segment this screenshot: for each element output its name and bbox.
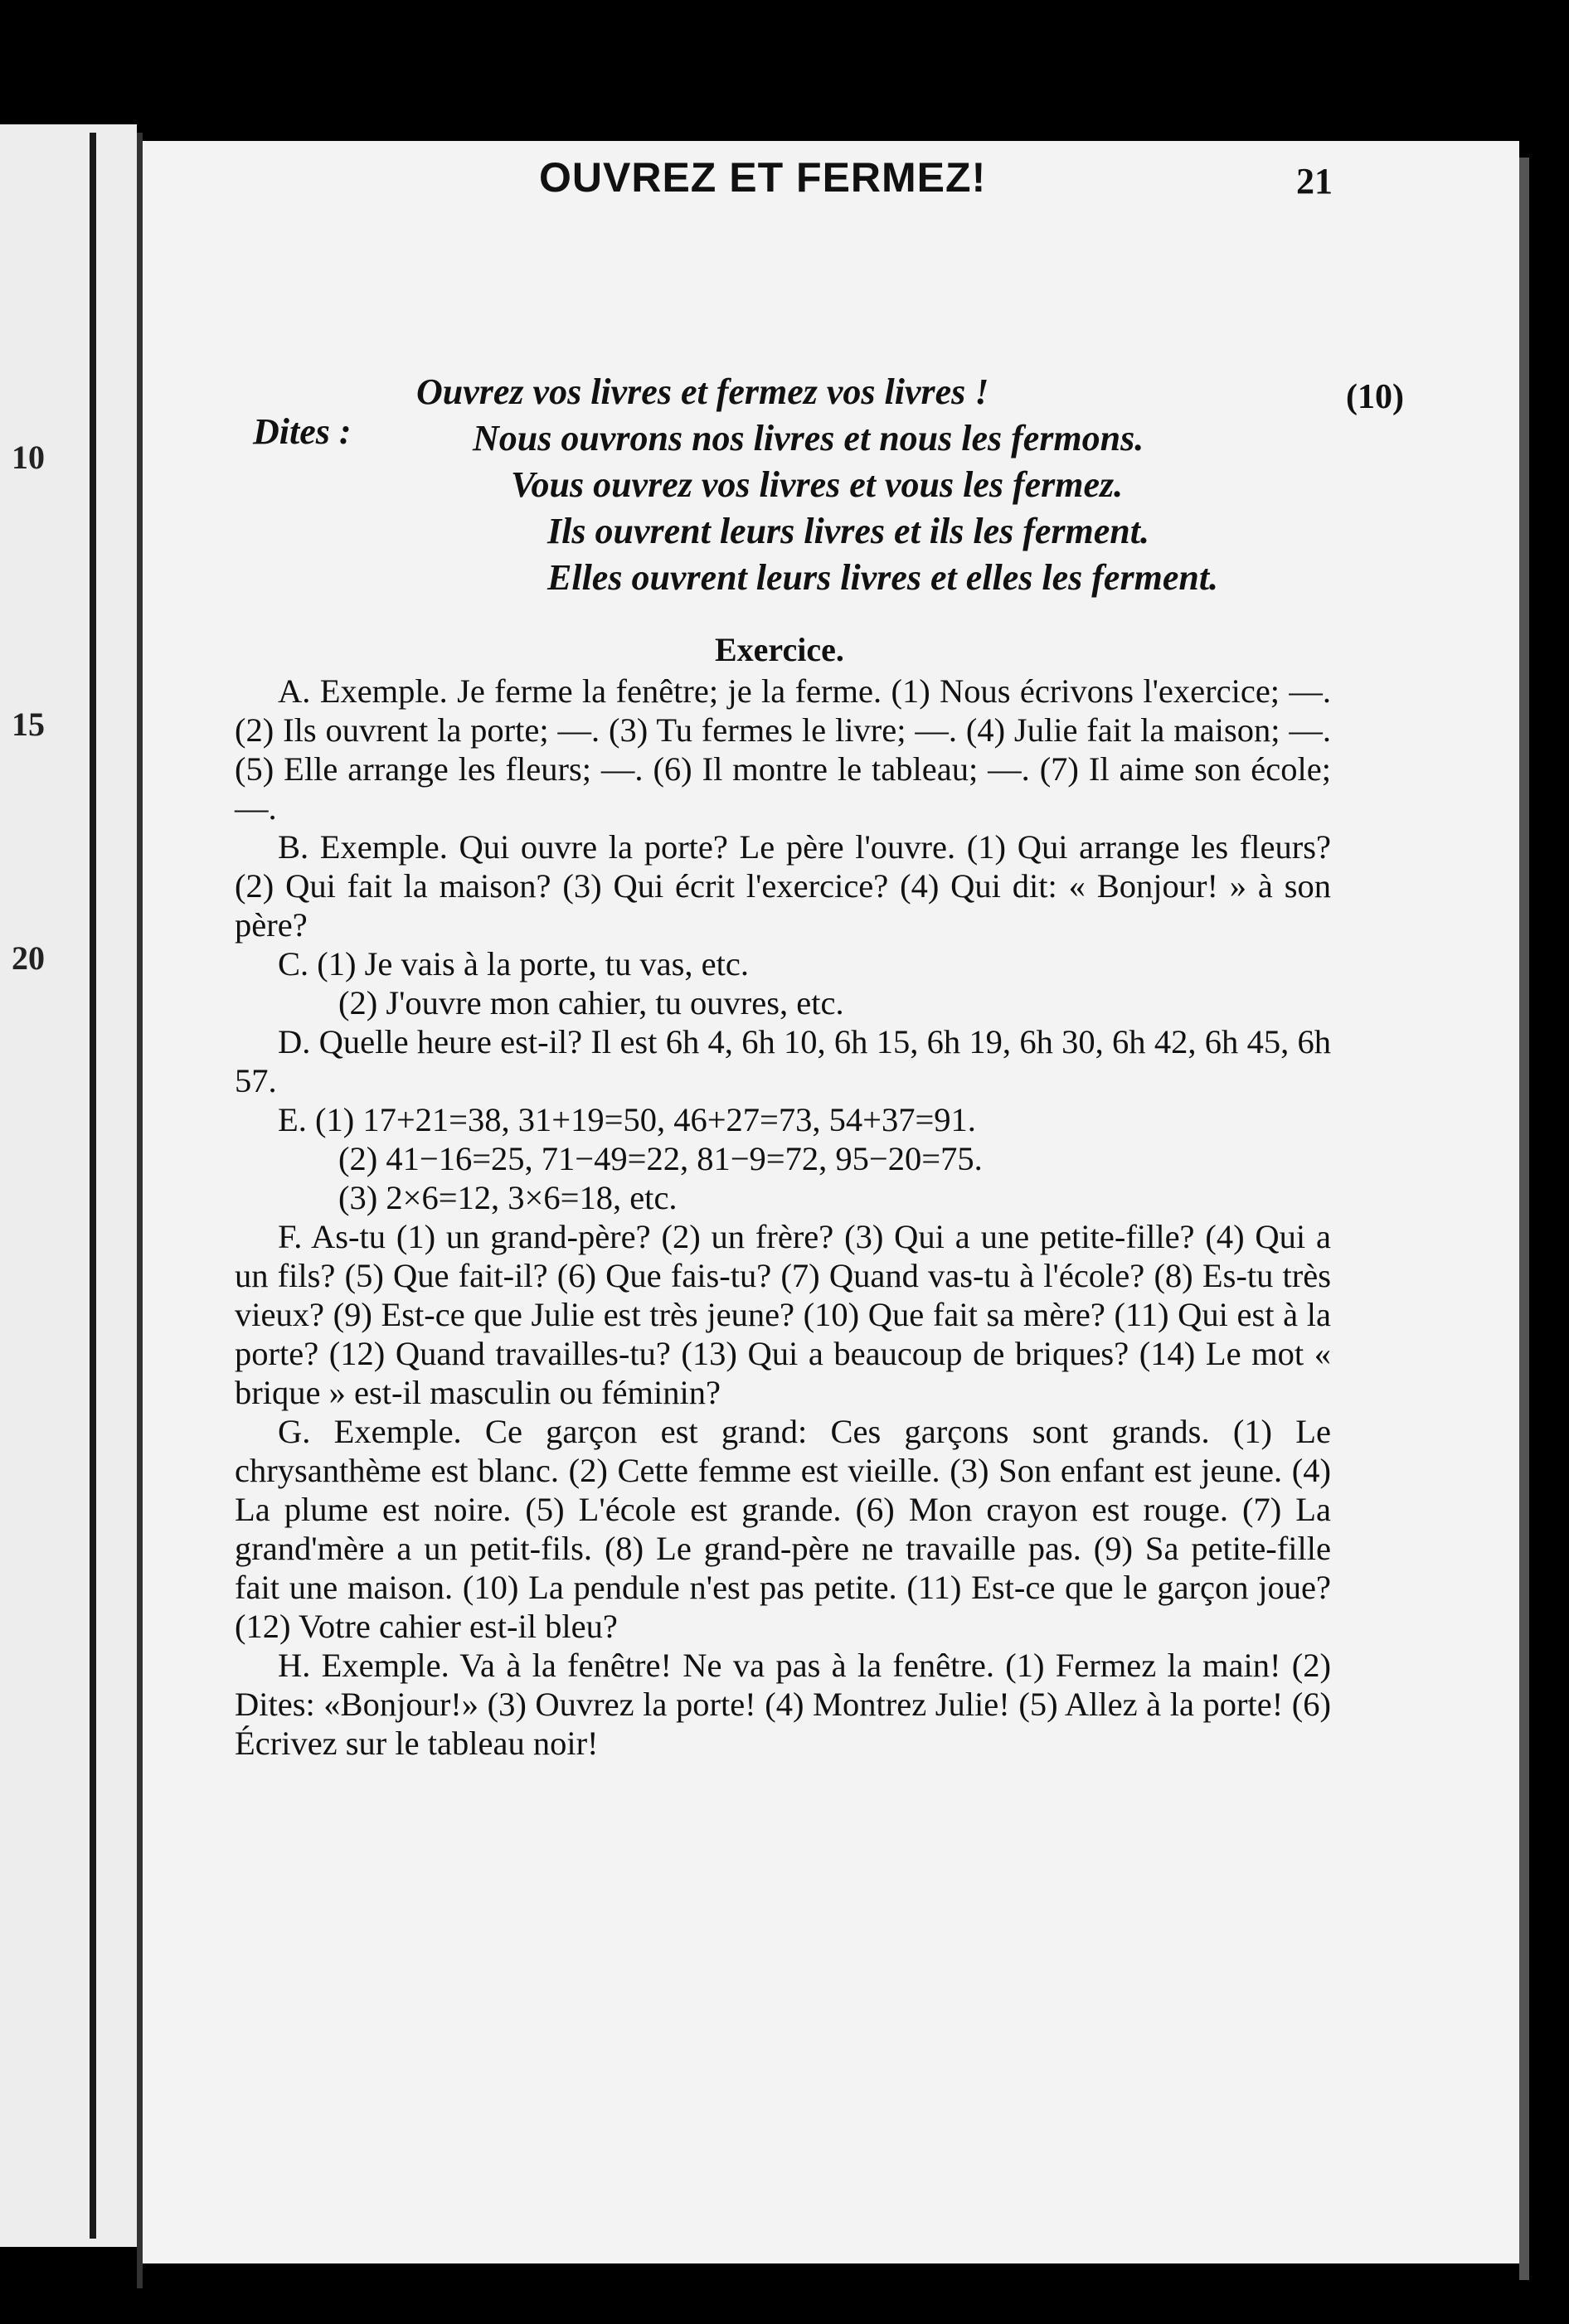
exercise-e2: (2) 41−16=25, 71−49=22, 81−9=72, 95−20=75. bbox=[338, 1140, 983, 1177]
page-right-edge bbox=[1519, 158, 1529, 2280]
verse-line: Ils ouvrent leurs livres et ils les ferment. bbox=[547, 511, 1149, 551]
page-title: OUVREZ ET FERMEZ! bbox=[539, 154, 987, 201]
page-number: 21 bbox=[1296, 161, 1333, 201]
exercise-heading: Exercice. bbox=[715, 631, 844, 668]
verse-line: Vous ouvrez vos livres et vous les fermez. bbox=[511, 464, 1124, 505]
verse-line: Nous ouvrons nos livres et nous les fermons. bbox=[473, 418, 1144, 458]
exercise-h: H. Exemple. Va à la fenêtre! Ne va pas à la fenêtre. (1) Fermez la main! (2) Dites: «Bonjour!» (3) Ouvrez la porte! (4) Montrez Julie! (5) Allez à la porte! (6) Écrivez sur le tableau noir! bbox=[235, 1647, 1331, 1762]
line-number-10: 10 bbox=[12, 439, 45, 476]
exercise-number: (10) bbox=[1346, 378, 1404, 416]
book-gutter bbox=[90, 133, 96, 2239]
exercise-f: F. As-tu (1) un grand-père? (2) un frère? (3) Qui a une petite-fille? (4) Qui a un fils? (5) Que fait-il? (6) Que fais-tu? (7) Quand vas-tu à l'école? (8) Es-tu très vieux? (9) Est-ce que Julie est très jeune? (10) Que fait sa mère? (11) Qui est à la porte? (12) Quand travailles-tu? (13) Qui a beaucoup de briques? (14) Le mot « brique » est-il masculin ou féminin? bbox=[235, 1218, 1331, 1411]
verse-line: Elles ouvrent leurs livres et elles les ferment. bbox=[547, 557, 1219, 598]
exercise-e1: E. (1) 17+21=38, 31+19=50, 46+27=73, 54+37=91. bbox=[278, 1101, 976, 1138]
exercise-d: D. Quelle heure est-il? Il est 6h 4, 6h 10, 6h 15, 6h 19, 6h 30, 6h 42, 6h 45, 6h 57. bbox=[235, 1023, 1331, 1099]
dites-label: Dites : bbox=[253, 411, 352, 452]
exercise-e3: (3) 2×6=12, 3×6=18, etc. bbox=[338, 1179, 678, 1216]
exercise-body bbox=[235, 672, 1331, 1763]
line-number-15: 15 bbox=[12, 706, 45, 743]
line-number-20: 20 bbox=[12, 939, 45, 977]
exercise-b: B. Exemple. Qui ouvre la porte? Le père l'ouvre. (1) Qui arrange les fleurs? (2) Qui fait la maison? (3) Qui écrit l'exercice? (4) Qui dit: « Bonjour! » à son père? bbox=[235, 828, 1331, 944]
exercise-c1: C. (1) Je vais à la porte, tu vas, etc. bbox=[278, 945, 749, 982]
exercise-a: A. Exemple. Je ferme la fenêtre; je la ferme. (1) Nous écrivons l'exercice; —. (2) Ils ouvrent la porte; —. (3) Tu fermes le livre; —. (4) Julie fait la maison; —. (5) Elle arrange les fleurs; —. (6) Il montre le tableau; —. (7) Il aime son école; —. bbox=[235, 672, 1331, 827]
page-edge bbox=[137, 133, 143, 2288]
exercise-c2: (2) J'ouvre mon cahier, tu ouvres, etc. bbox=[338, 984, 844, 1021]
left-page-margin bbox=[0, 124, 137, 2247]
exercise-g: G. Exemple. Ce garçon est grand: Ces garçons sont grands. (1) Le chrysanthème est blanc. (2) Cette femme est vieille. (3) Son enfant est jeune. (4) La plume est noire. (5) L'école est grande. (6) Mon crayon est rouge. (7) La grand'mère a un petit-fils. (8) Le grand-père ne travaille pas. (9) Sa petite-fille fait une maison. (10) La pendule n'est pas petite. (11) Est-ce que le garçon joue? (12) Votre cahier est-il bleu? bbox=[235, 1413, 1331, 1645]
verse-line: Ouvrez vos livres et fermez vos livres ! bbox=[416, 371, 989, 412]
